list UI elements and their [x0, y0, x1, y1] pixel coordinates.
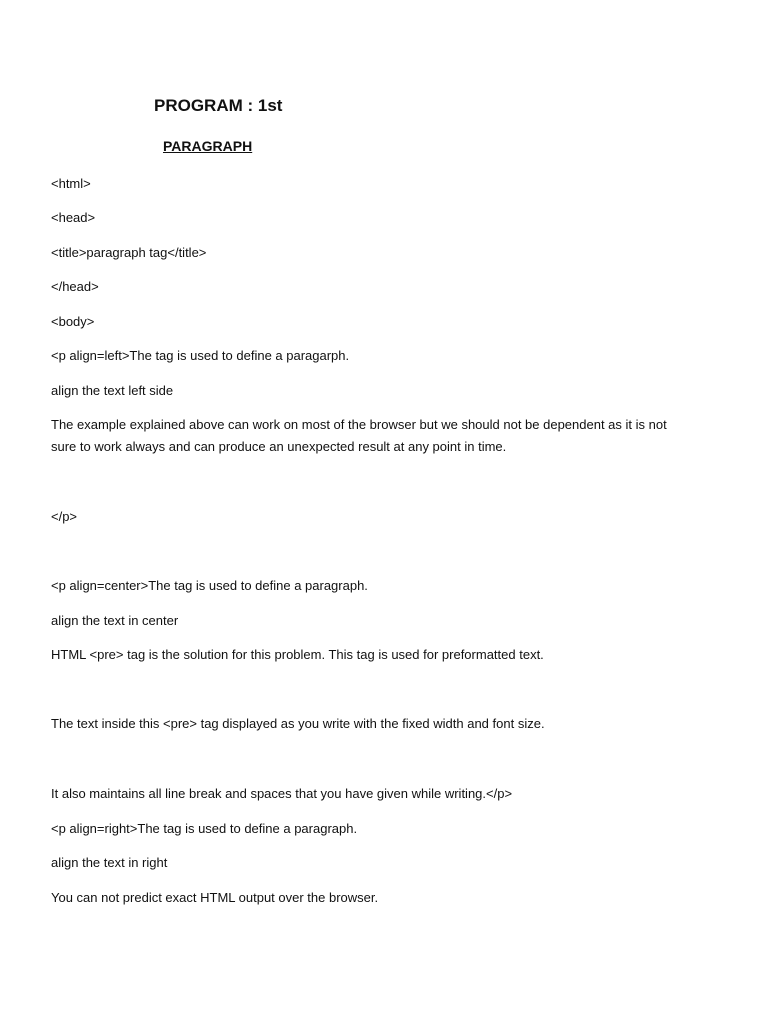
code-line-title: <title>paragraph tag</title>: [51, 245, 207, 260]
text-line-pre-solution: HTML <pre> tag is the solution for this problem. This tag is used for preformatted text.: [51, 647, 544, 662]
text-line-align-left: align the text left side: [51, 383, 174, 398]
text-line-align-right: align the text in right: [51, 855, 168, 870]
text-line-line-breaks: It also maintains all line break and spaces that you have given while writing.</p>: [51, 786, 513, 801]
text-line-align-center: align the text in center: [51, 613, 179, 628]
section-heading: PARAGRAPH: [163, 138, 253, 154]
code-line-p-close: </p>: [51, 509, 78, 524]
code-line-p-left: <p align=left>The tag is used to define a paragarph.: [51, 348, 350, 363]
code-line-html-open: <html>: [51, 176, 91, 191]
code-line-head-open: <head>: [51, 210, 96, 225]
text-line-predict-output: You can not predict exact HTML output over the browser.: [51, 890, 379, 905]
code-line-p-center: <p align=center>The tag is used to define a paragraph.: [51, 578, 368, 593]
code-line-head-close: </head>: [51, 279, 99, 294]
page-title: PROGRAM : 1st: [154, 96, 283, 115]
text-line-pre-fixed-width: The text inside this <pre> tag displayed as you write with the fixed width and font size.: [51, 716, 545, 731]
text-paragraph-example: The example explained above can work on most of the browser but we should not be dependent as it is not sure to work always and can produce an unexpected result at any point in time.: [51, 417, 667, 454]
code-line-body-open: <body>: [51, 314, 95, 329]
code-line-p-right: <p align=right>The tag is used to define a paragraph.: [51, 821, 358, 836]
